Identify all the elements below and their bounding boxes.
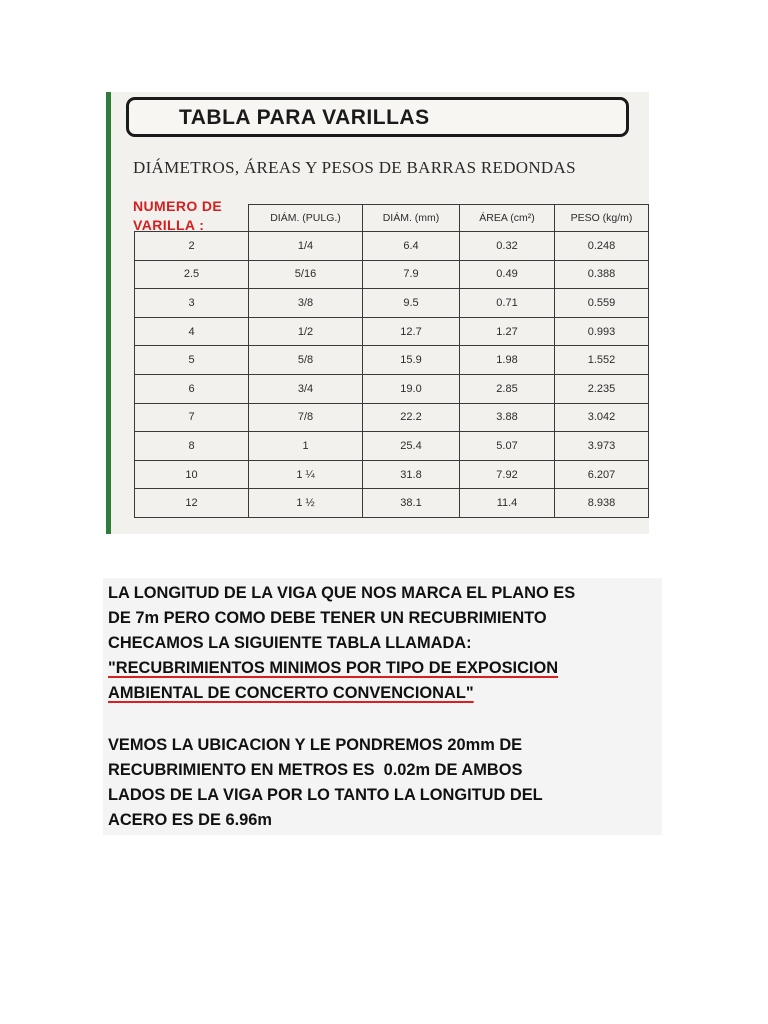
table-cell: 3.88 — [460, 403, 555, 432]
table-row — [135, 460, 649, 489]
column-header: DIÁM. (mm) — [363, 205, 460, 232]
table-cell: 5.07 — [460, 432, 555, 461]
table-cell: 25.4 — [363, 432, 460, 461]
text-line: RECUBRIMIENTO EN METROS ES 0.02m DE AMBOS — [108, 761, 523, 779]
column-header: ÁREA (cm²) — [460, 205, 555, 232]
varilla-number-cell: 2.5 — [135, 260, 249, 289]
table-cell: 1.552 — [555, 346, 649, 375]
table-cell: 1/2 — [249, 317, 363, 346]
text-line: LA LONGITUD DE LA VIGA QUE NOS MARCA EL PLANO ES — [108, 584, 576, 602]
varilla-number-cell: 10 — [135, 460, 249, 489]
title-box — [126, 97, 629, 137]
table-cell: 0.388 — [555, 260, 649, 289]
table-cell: 1 ¼ — [249, 460, 363, 489]
table-cell: 0.248 — [555, 232, 649, 261]
varilla-number-cell: 5 — [135, 346, 249, 375]
table-cell: 5/8 — [249, 346, 363, 375]
table-row — [135, 289, 649, 318]
table-cell: 1.98 — [460, 346, 555, 375]
text-line: ACERO ES DE 6.96m — [108, 811, 272, 829]
varilla-number-cell: 4 — [135, 317, 249, 346]
table-row — [135, 432, 649, 461]
table-row — [135, 232, 649, 261]
table-cell: 0.32 — [460, 232, 555, 261]
table-cell: 0.49 — [460, 260, 555, 289]
table-row — [135, 374, 649, 403]
table-cell: 0.993 — [555, 317, 649, 346]
table-cell: 1.27 — [460, 317, 555, 346]
column-header: PESO (kg/m) — [555, 205, 649, 232]
table-body — [135, 232, 649, 518]
varillas-table-image — [106, 92, 649, 534]
table-row — [135, 489, 649, 518]
table-cell: 22.2 — [363, 403, 460, 432]
text-line: DE 7m PERO COMO DEBE TENER UN RECUBRIMIENTO — [108, 609, 547, 627]
table-cell: 2.235 — [555, 374, 649, 403]
table-cell: 2.85 — [460, 374, 555, 403]
table-row — [135, 317, 649, 346]
table-cell: 1 ½ — [249, 489, 363, 518]
table-cell: 3/4 — [249, 374, 363, 403]
varilla-number-cell: 7 — [135, 403, 249, 432]
text-line: CHECAMOS LA SIGUIENTE TABLA LLAMADA: — [108, 634, 472, 652]
varilla-number-cell: 3 — [135, 289, 249, 318]
table-cell: 8.938 — [555, 489, 649, 518]
table-cell: 31.8 — [363, 460, 460, 489]
table-cell: 6.4 — [363, 232, 460, 261]
table-cell: 7.92 — [460, 460, 555, 489]
table-row — [135, 346, 649, 375]
text-line: VEMOS LA UBICACION Y LE PONDREMOS 20mm DE — [108, 736, 523, 754]
table-cell: 1 — [249, 432, 363, 461]
explanation-panel — [103, 578, 662, 835]
table-cell: 3.042 — [555, 403, 649, 432]
table-cell: 0.559 — [555, 289, 649, 318]
table-cell: 11.4 — [460, 489, 555, 518]
varilla-number-cell: 12 — [135, 489, 249, 518]
varilla-label-line-2: VARILLA : — [133, 217, 205, 233]
bars-table — [134, 204, 649, 518]
table-cell: 6.207 — [555, 460, 649, 489]
paragraph-beam-length — [108, 581, 575, 706]
table-cell: 38.1 — [363, 489, 460, 518]
table-row — [135, 403, 649, 432]
text-line: LADOS DE LA VIGA POR LO TANTO LA LONGITUD DEL — [108, 786, 543, 804]
varilla-label-line-1: NUMERO DE — [133, 198, 223, 214]
table-cell: 19.0 — [363, 374, 460, 403]
table-name-line: AMBIENTAL DE CONCERTO CONVENCIONAL" — [108, 684, 474, 702]
table-header-row — [135, 205, 649, 232]
varilla-number-cell: 6 — [135, 374, 249, 403]
table-cell: 0.71 — [460, 289, 555, 318]
table-cell: 15.9 — [363, 346, 460, 375]
table-cell: 5/16 — [249, 260, 363, 289]
table-name-line: "RECUBRIMIENTOS MINIMOS POR TIPO DE EXPOSICION — [108, 659, 559, 677]
table-cell: 3.973 — [555, 432, 649, 461]
table-cell: 3/8 — [249, 289, 363, 318]
table-cell: 12.7 — [363, 317, 460, 346]
table-cell: 7.9 — [363, 260, 460, 289]
header-blank-cell — [135, 205, 249, 232]
column-header: DIÁM. (PULG.) — [249, 205, 363, 232]
varilla-number-cell: 2 — [135, 232, 249, 261]
varilla-number-cell: 8 — [135, 432, 249, 461]
table-subtitle: DIÁMETROS, ÁREAS Y PESOS DE BARRAS REDONDAS — [133, 158, 576, 177]
table-title: TABLA PARA VARILLAS — [179, 106, 430, 129]
table-row — [135, 260, 649, 289]
table-cell: 1/4 — [249, 232, 363, 261]
paragraph-steel-length — [108, 733, 543, 833]
table-cell: 9.5 — [363, 289, 460, 318]
table-cell: 7/8 — [249, 403, 363, 432]
